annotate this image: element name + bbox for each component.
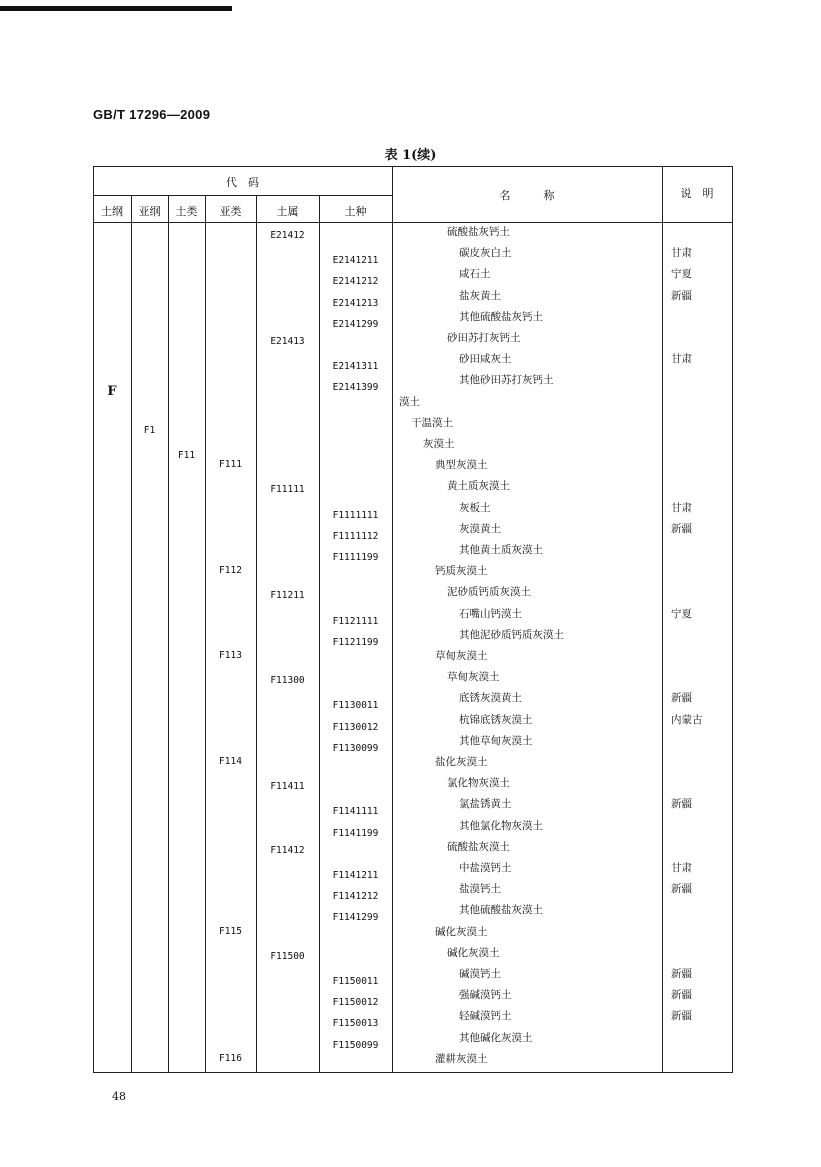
cell-species: E2141213 (332, 297, 379, 309)
page-number: 48 (112, 1090, 126, 1103)
cell-subgroup: F113 (219, 650, 242, 661)
cell-species: E2141311 (332, 361, 379, 373)
cell-name: 灌耕灰漠土 (435, 1052, 488, 1065)
cell-name: 咸石土 (459, 268, 491, 281)
cell-order: F (107, 383, 117, 399)
cell-name: 氯化物灰漠土 (447, 777, 510, 790)
header-suborder: 亚纲 (138, 205, 161, 218)
header-order: 土纲 (101, 205, 123, 218)
cell-name: 碱漠钙土 (459, 968, 501, 980)
header-species: 土种 (344, 205, 367, 218)
cell-species: F1141111 (332, 806, 379, 818)
cell-name: 杭锦底锈灰漠土 (459, 713, 533, 726)
cell-species: E2141211 (332, 255, 379, 267)
cell-family: F11500 (270, 950, 305, 962)
col-line-2 (168, 195, 169, 1072)
cell-name: 石嘴山钙漠土 (459, 607, 522, 620)
cell-name: 草甸灰漠土 (447, 671, 500, 684)
cell-species: E2141399 (332, 382, 379, 394)
cell-note: 内蒙古 (671, 713, 703, 726)
table-bottom-border (93, 1072, 733, 1073)
cell-name: 泥砂质钙质灰漠土 (447, 586, 531, 599)
soil-classification-table (93, 166, 733, 1072)
cell-species: F1130012 (332, 721, 379, 733)
cell-note: 新疆 (671, 692, 692, 705)
cell-name: 中盐漠钙土 (459, 862, 512, 874)
table-top-border (93, 166, 733, 167)
cell-species: F1111112 (332, 530, 379, 542)
cell-name: 强碱漠钙土 (459, 989, 512, 1002)
col-line-left (93, 166, 94, 1072)
cell-note: 宁夏 (671, 607, 692, 620)
cell-family: F11412 (270, 844, 305, 856)
header-family: 土属 (276, 205, 299, 218)
standard-number: GB/T 17296—2009 (93, 107, 211, 122)
code-group-divider (93, 195, 392, 196)
cell-name: 硫酸盐灰钙土 (447, 226, 510, 238)
cell-note: 甘肃 (671, 501, 692, 514)
cell-name: 砂田苏打灰钙土 (447, 332, 521, 344)
cell-family: F11411 (270, 781, 305, 793)
cell-name: 其他碱化灰漠土 (459, 1031, 533, 1044)
cell-species: F1121199 (332, 636, 379, 648)
cell-name: 黄土质灰漠土 (447, 480, 510, 493)
cell-name: 其他砂田苏打灰钙土 (459, 374, 554, 387)
cell-name: 钙质灰漠土 (435, 565, 488, 578)
cell-species: F1150013 (332, 1018, 379, 1030)
cell-species: F1130011 (332, 700, 379, 712)
cell-note: 甘肃 (671, 862, 692, 874)
cell-name: 典型灰漠土 (435, 459, 488, 472)
cell-name: 其他泥砂质钙质灰漠土 (459, 628, 564, 641)
cell-name: 草甸灰漠土 (435, 650, 488, 662)
cell-name: 碱化灰漠土 (435, 925, 488, 938)
cell-name: 其他硫酸盐灰钙土 (459, 310, 543, 323)
header-bottom-border (93, 222, 733, 223)
cell-note: 新疆 (671, 522, 692, 535)
cell-note: 宁夏 (671, 268, 692, 281)
table-caption: 表 1(续) (384, 148, 437, 163)
cell-note: 甘肃 (671, 353, 692, 366)
cell-subgroup: F112 (219, 565, 242, 577)
col-line-7 (662, 166, 663, 1072)
cell-name: 底锈灰漠黄土 (459, 692, 522, 705)
col-line-right (732, 166, 733, 1072)
cell-name: 轻碱漠钙土 (459, 1010, 512, 1023)
col-line-1 (131, 195, 132, 1072)
cell-name: 硫酸盐灰漠土 (447, 840, 510, 853)
header-code: 代 码 (226, 176, 259, 189)
cell-name: 碱化灰漠土 (447, 946, 500, 959)
cell-name: 盐漠钙土 (459, 883, 501, 896)
cell-name: 盐灰黄土 (459, 289, 501, 302)
cell-species: F1150099 (332, 1039, 379, 1051)
cell-species: F1150011 (332, 976, 379, 987)
cell-note: 新疆 (671, 883, 692, 896)
col-line-3 (205, 195, 206, 1072)
cell-name: 灰板土 (459, 501, 491, 514)
cell-species: E2141299 (332, 318, 379, 330)
cell-subgroup: F114 (219, 756, 242, 767)
cell-species: F1141211 (332, 870, 379, 881)
cell-group: F11 (177, 450, 196, 461)
cell-name: 其他黄土质灰漠土 (459, 544, 543, 556)
cell-species: F1141212 (332, 891, 379, 903)
cell-species: E2141212 (332, 276, 379, 288)
col-line-6 (392, 166, 393, 1072)
cell-name: 盐化灰漠土 (435, 756, 488, 768)
top-rule (0, 6, 232, 11)
header-name: 名 称 (499, 189, 555, 202)
cell-name: 砂田咸灰土 (459, 353, 512, 366)
cell-note: 新疆 (671, 798, 692, 811)
header-subgroup: 亚类 (219, 205, 242, 218)
cell-species: F1141299 (332, 912, 379, 924)
cell-name: 漠土 (399, 395, 420, 408)
cell-note: 新疆 (671, 1010, 692, 1023)
col-line-4 (256, 195, 257, 1072)
cell-name: 其他氯化物灰漠土 (459, 819, 543, 832)
cell-name: 干温漠土 (411, 416, 453, 429)
cell-species: F1121111 (332, 615, 379, 627)
cell-species: F1111111 (332, 509, 379, 521)
cell-species: F1111199 (332, 552, 379, 563)
cell-name: 碳皮灰白土 (459, 247, 512, 260)
cell-family: F11300 (270, 675, 305, 687)
cell-subgroup: F116 (219, 1052, 242, 1064)
cell-name: 灰漠土 (423, 438, 455, 450)
cell-note: 甘肃 (671, 247, 692, 260)
cell-note: 新疆 (671, 968, 692, 980)
cell-name: 氯盐锈黄土 (459, 798, 512, 811)
cell-species: F1130099 (332, 742, 379, 754)
cell-note: 新疆 (671, 989, 692, 1002)
cell-note: 新疆 (671, 289, 692, 302)
cell-name: 其他硫酸盐灰漠土 (459, 904, 543, 917)
cell-species: F1141199 (332, 827, 379, 839)
header-group: 土类 (175, 205, 198, 218)
cell-subgroup: F115 (219, 925, 242, 937)
cell-subgroup: F111 (219, 459, 242, 471)
cell-suborder: F1 (143, 424, 156, 436)
header-note: 说 明 (680, 187, 714, 200)
cell-family: F11111 (270, 484, 305, 496)
cell-family: E21413 (270, 336, 305, 347)
cell-family: E21412 (270, 230, 305, 241)
cell-family: F11211 (270, 590, 305, 602)
cell-name: 其他草甸灰漠土 (459, 734, 533, 747)
cell-name: 灰漠黄土 (459, 522, 501, 535)
cell-species: F1150012 (332, 997, 379, 1009)
